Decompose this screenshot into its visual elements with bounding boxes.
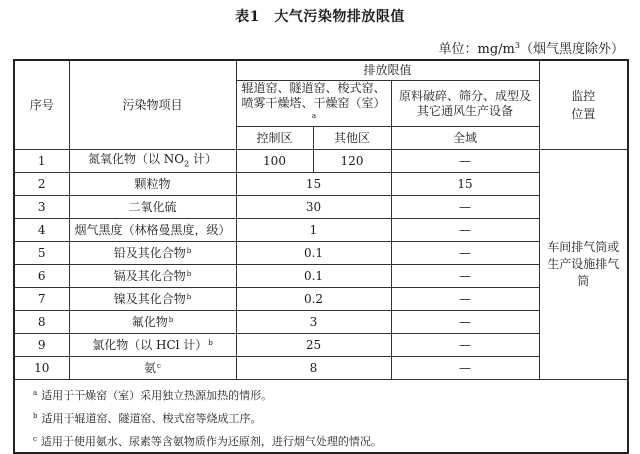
row-all-value: 15 <box>391 173 539 196</box>
note-a <box>33 383 621 406</box>
header-control: 控制区 <box>236 127 313 150</box>
row-kiln-value: 15 <box>236 173 391 196</box>
table-row <box>14 242 628 265</box>
row-all-value: — <box>391 265 539 288</box>
row-name-text: 镍及其化合物 <box>113 291 186 306</box>
row-name-mark: b <box>208 338 213 347</box>
row-name <box>69 357 236 380</box>
row-name <box>69 150 236 173</box>
table-row <box>14 150 628 173</box>
unit-sup: 3 <box>514 41 520 50</box>
header-kiln-group-text: 辊道窑、隧道窑、梭式窑、喷雾干燥塔、干燥窑（室） <box>241 81 386 110</box>
row-all-value: — <box>391 242 539 265</box>
row-name-text: 氨 <box>144 360 157 375</box>
table-notes <box>14 380 628 454</box>
note-c <box>33 429 621 452</box>
row-all-value: — <box>391 196 539 219</box>
header-other: 其他区 <box>313 127 391 150</box>
row-seq: 10 <box>14 357 69 380</box>
table-title: 表1 大气污染物排放限值 <box>235 9 405 25</box>
header-monitor-text: 监控位置 <box>571 89 596 121</box>
row-name <box>69 288 236 311</box>
row-all-value: — <box>391 219 539 242</box>
row-kiln-value: 0.1 <box>236 265 391 288</box>
table-row <box>14 357 628 380</box>
row-name-mark: c <box>157 361 161 370</box>
unit-prefix: 单位：mg/m <box>438 42 515 57</box>
unit-label <box>439 38 624 57</box>
row-kiln-value: 30 <box>236 196 391 219</box>
row-name-text: 铅及其化合物 <box>113 245 186 260</box>
row-name <box>69 311 236 334</box>
header-kiln-group <box>236 81 391 127</box>
row-seq: 1 <box>14 150 69 173</box>
table-row <box>14 219 628 242</box>
row-name-text: 镉及其化合物 <box>113 268 186 283</box>
row-all-value: — <box>391 150 539 173</box>
row-name: 烟气黑度（林格曼黑度，级） <box>69 219 236 242</box>
row-all-value: — <box>391 334 539 357</box>
row-name-text: 氟化物 <box>131 314 168 329</box>
row-name-mark: b <box>186 269 192 278</box>
row-other-value: 120 <box>313 150 391 173</box>
unit-suffix: （烟气黑度除外） <box>519 42 624 57</box>
table-row <box>14 311 628 334</box>
header-limits: 排放限值 <box>236 60 539 81</box>
note-mark: a <box>33 389 38 397</box>
row-kiln-value: 1 <box>236 219 391 242</box>
row-kiln-value: 25 <box>236 334 391 357</box>
header-monitor <box>539 60 628 150</box>
row-kiln-value: 8 <box>236 357 391 380</box>
row-control-value: 100 <box>236 150 313 173</box>
row-name: 二氧化硫 <box>69 196 236 219</box>
row-seq: 2 <box>14 173 69 196</box>
row-seq: 8 <box>14 311 69 334</box>
row-seq: 5 <box>14 242 69 265</box>
row-name-pre: 氮氧化物（以 NO <box>87 152 185 167</box>
row-name-sub: 2 <box>184 159 190 169</box>
header-kiln-mark: a <box>311 112 317 120</box>
row-name <box>69 242 236 265</box>
row-name-mark: b <box>168 315 174 324</box>
row-name: 颗粒物 <box>69 173 236 196</box>
note-text: 适用于使用氨水、尿素等含氨物质作为还原剂，进行烟气处理的情况。 <box>40 435 382 448</box>
table-row <box>14 196 628 219</box>
note-mark: b <box>33 412 38 420</box>
note-b <box>33 406 621 429</box>
header-item: 污染物项目 <box>69 60 236 150</box>
header-crush-group: 原料破碎、筛分、成型及其它通风生产设备 <box>391 81 539 127</box>
header-all: 全域 <box>391 127 539 150</box>
row-name-mark: b <box>186 246 192 255</box>
table-row <box>14 265 628 288</box>
row-name-text: 氯化物（以 HCl 计） <box>92 337 208 352</box>
row-seq: 3 <box>14 196 69 219</box>
row-name <box>69 334 236 357</box>
row-kiln-value: 0.2 <box>236 288 391 311</box>
table-row <box>14 288 628 311</box>
note-text: 适用于干燥窑（室）采用独立热源加热的情形。 <box>41 389 273 402</box>
row-seq: 9 <box>14 334 69 357</box>
row-all-value: — <box>391 311 539 334</box>
note-text: 适用于辊道窑、隧道窑、梭式窑等烧成工序。 <box>41 412 262 425</box>
row-name <box>69 265 236 288</box>
row-name-post: 计） <box>189 152 218 167</box>
row-seq: 6 <box>14 265 69 288</box>
emission-limits-table <box>13 59 629 454</box>
row-name-mark: b <box>186 292 192 301</box>
row-seq: 4 <box>14 219 69 242</box>
header-seq: 序号 <box>14 60 69 150</box>
table-row <box>14 173 628 196</box>
row-all-value: — <box>391 288 539 311</box>
row-kiln-value: 3 <box>236 311 391 334</box>
table-row <box>14 334 628 357</box>
row-kiln-value: 0.1 <box>236 242 391 265</box>
row-seq: 7 <box>14 288 69 311</box>
row-all-value: — <box>391 357 539 380</box>
monitor-location: 车间排气筒或生产设施排气筒 <box>539 150 628 380</box>
note-mark: c <box>33 435 37 443</box>
table-notes-row <box>14 380 628 454</box>
